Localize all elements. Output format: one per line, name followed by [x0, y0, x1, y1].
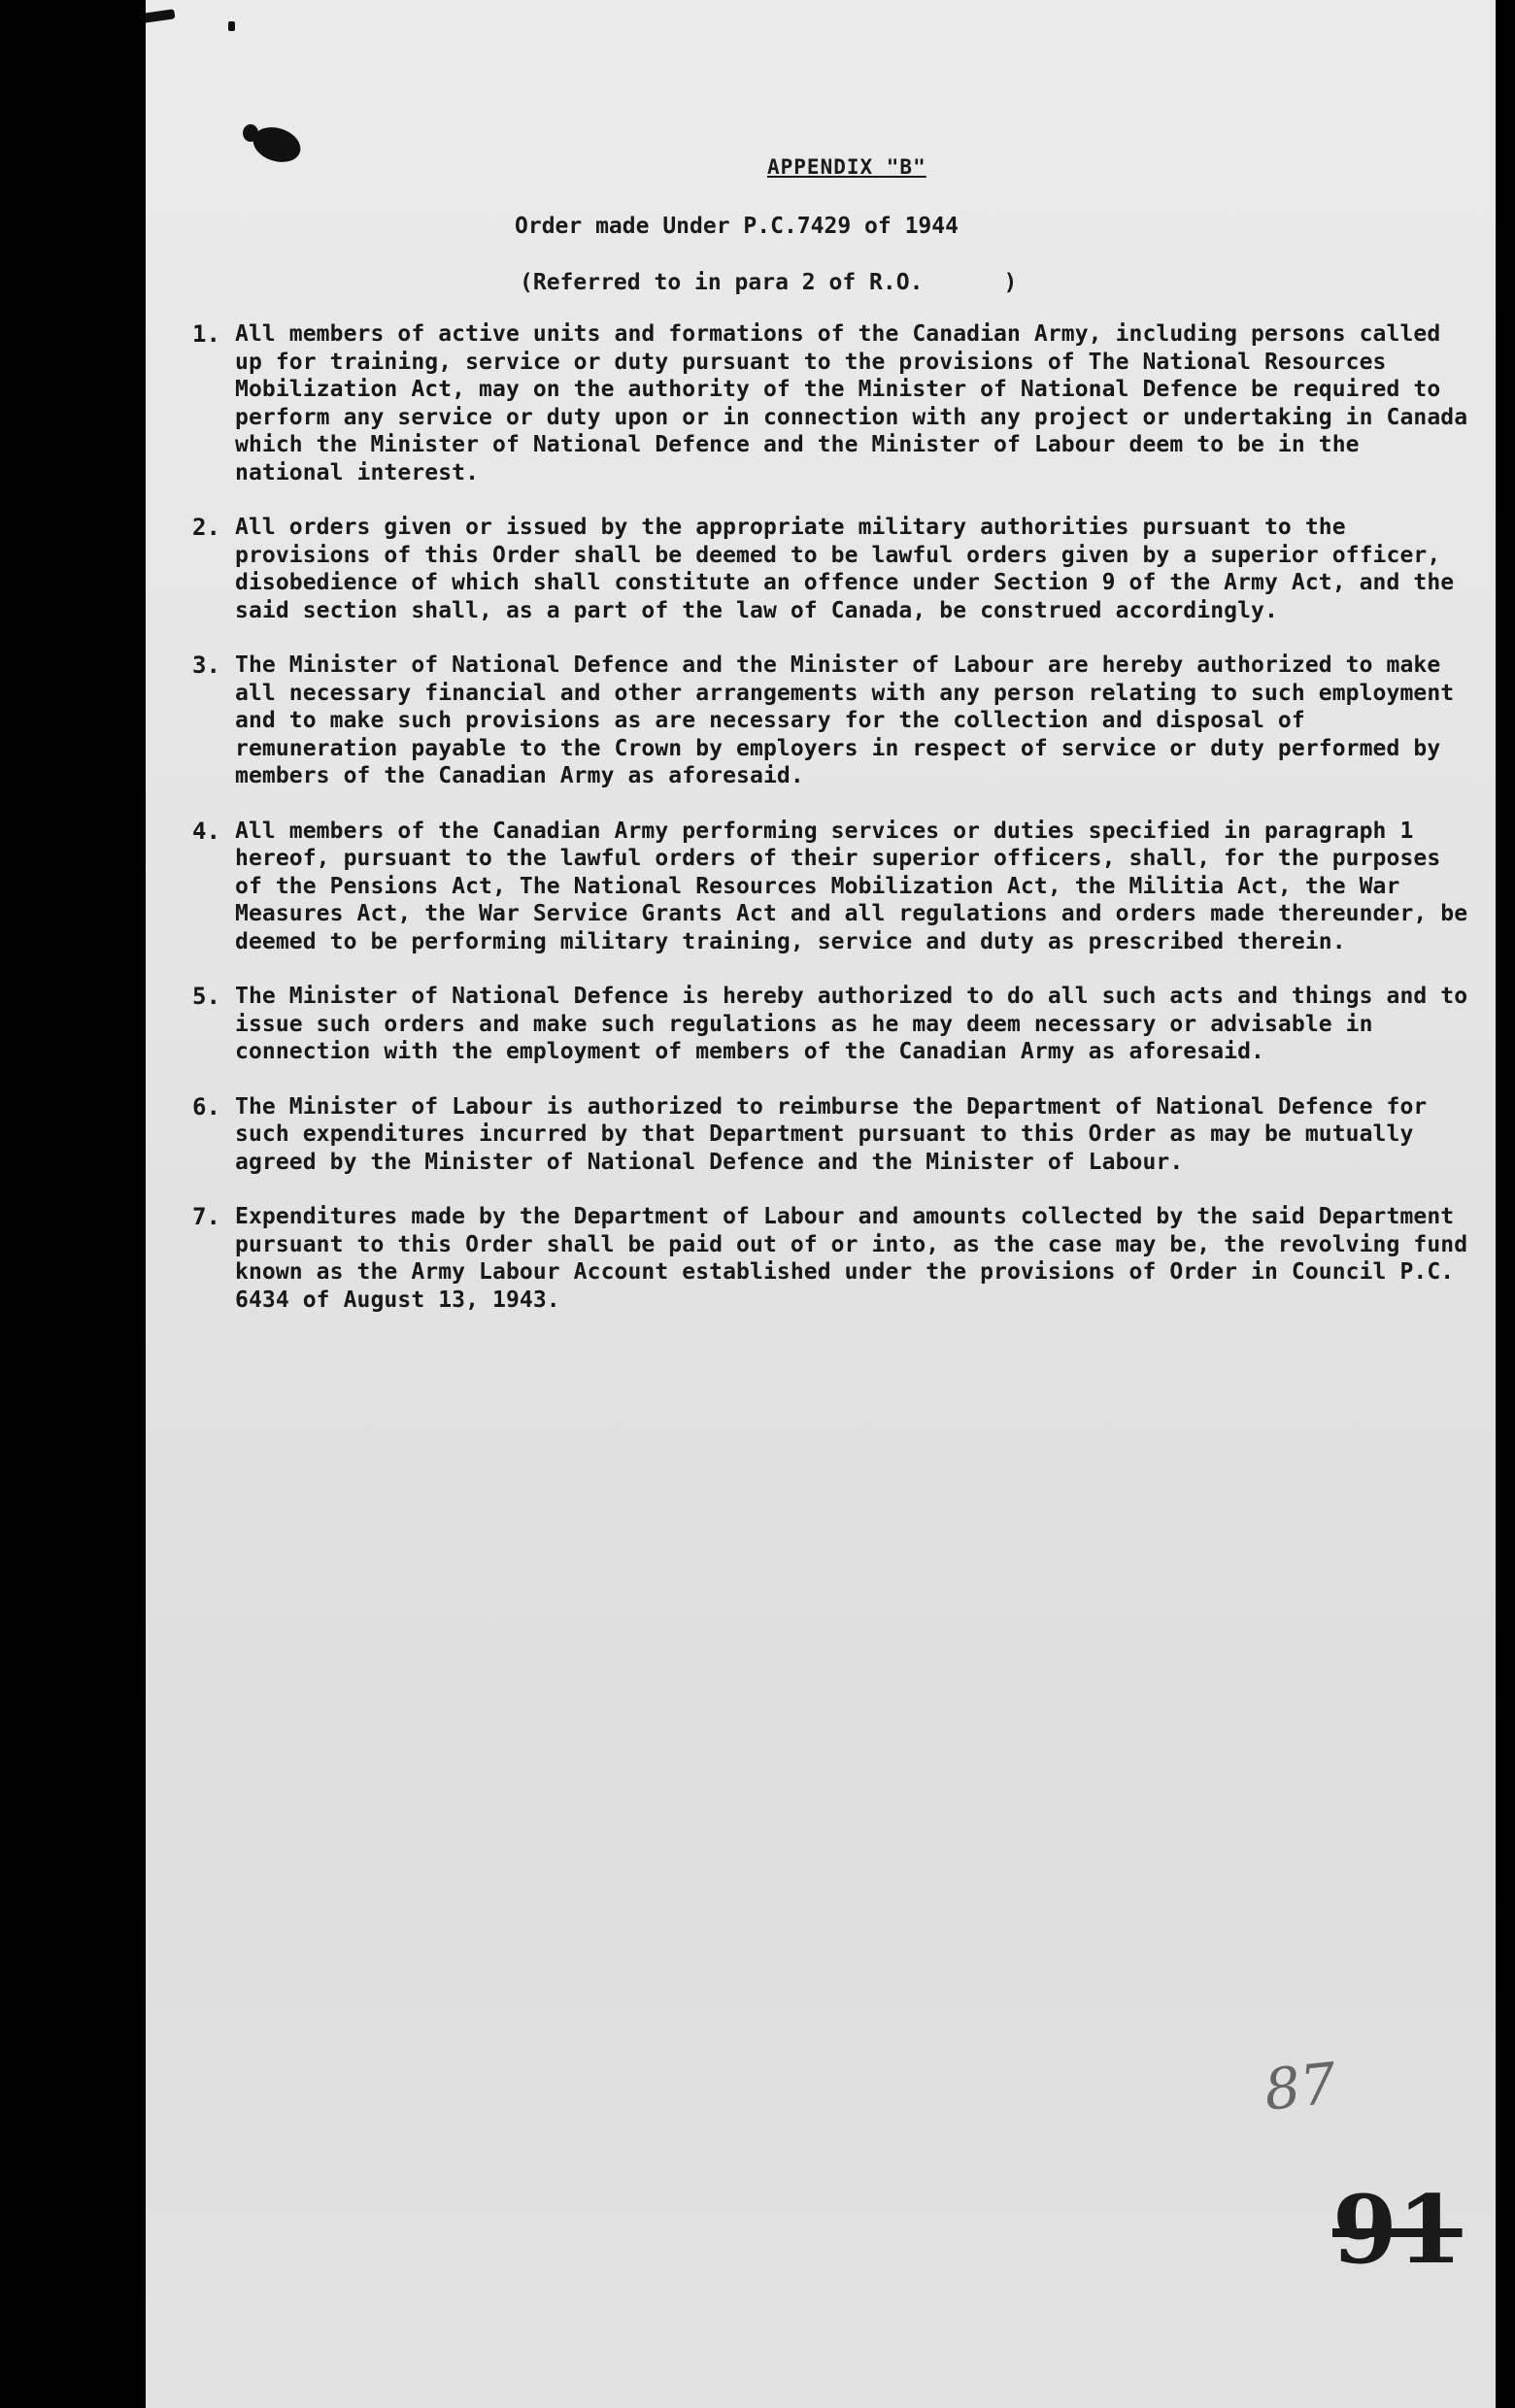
ink-blot [243, 124, 258, 142]
order-subtitle: Order made Under P.C.7429 of 1944 [515, 214, 959, 239]
paragraph-item [192, 514, 1474, 624]
paragraph-number: 6. [192, 1092, 220, 1120]
paragraph-number: 7. [192, 1203, 220, 1230]
paragraph-item [192, 1203, 1474, 1314]
paragraph-item [192, 320, 1474, 486]
paragraph-text: The Minister of National Defence is hereby authorized to do all such acts and things and to issue such orders and make such regulations as he may deem necessary or advisable in connection with the employment of members of the Canadian Army as aforesaid. [235, 984, 1468, 1064]
paragraph-text: All orders given or issued by the appropriate military authorities pursuant to the provisions of this Order shall be deemed to be lawful orders given by a superior officer, disobedience of which shall constitute an offence under Section 9 of the Army Act, and the said section shall, as a part of the law of Canada, be construed accordingly. [235, 515, 1455, 623]
paragraph-text: The Minister of Labour is authorized to reimburse the Department of National Defence for such expenditures incurred by that Department pursuant to this Order as may be mutually agreed by the Minister of National Defence and the Minister of Labour. [235, 1093, 1428, 1175]
ink-mark [228, 21, 235, 31]
handwritten-folio-number: 91 [1332, 2175, 1463, 2285]
ink-mark [146, 9, 176, 23]
document-page [146, 0, 1496, 2408]
paragraph-item [192, 652, 1474, 790]
paragraph-number: 4. [192, 817, 220, 845]
paragraph-list [192, 320, 1474, 1341]
paragraph-text: The Minister of National Defence and the Minister of Labour are hereby authorized to make all necessary financial and other arrangements with any person relating to such employment and to make such provisions as are necessary for the collection and disposal of remuneration payable to the Crown by employers in respect of service or duty performed by members of the Canadian Army as aforesaid. [235, 652, 1455, 788]
paragraph-item [192, 983, 1474, 1066]
paragraph-item [192, 818, 1474, 956]
handwritten-page-number: 87 [1261, 2050, 1340, 2124]
paragraph-number: 1. [192, 320, 220, 348]
paragraph-text: All members of the Canadian Army performing services or duties specified in paragraph 1 hereof, pursuant to the lawful orders of their superior officers, shall, for the purposes of the Pensions Act, The National Resources Mobilization Act, the Militia Act, the War Measures Act, the War Service Grants Act and all regulations and orders made thereunder, be deemed to be performing military training, service and duty as prescribed therein. [235, 818, 1468, 954]
paragraph-number: 2. [192, 514, 220, 541]
reference-note: (Referred to in para 2 of R.O. ) [520, 270, 1018, 295]
paragraph-number: 5. [192, 983, 220, 1010]
paragraph-text: All members of active units and formations of the Canadian Army, including persons called up for training, service or duty pursuant to the provisions of The National Resources Mobilization Act, may on the authority of the Minister of National Defence be required to perform any service or duty upon or in connection with any project or undertaking in Canada which the Minister of National Defence and the Minister of Labour deem to be in the national interest. [235, 321, 1468, 485]
paragraph-text: Expenditures made by the Department of Labour and amounts collected by the said Department pursuant to this Order shall be paid out of or into, as the case may be, the revolving fund known as the Army Labour Account established under the provisions of Order in Council P.C. 6434 of August 13, 1943. [235, 1204, 1468, 1313]
appendix-heading: APPENDIX "B" [767, 155, 926, 179]
paragraph-item [192, 1093, 1474, 1177]
paragraph-number: 3. [192, 652, 220, 679]
